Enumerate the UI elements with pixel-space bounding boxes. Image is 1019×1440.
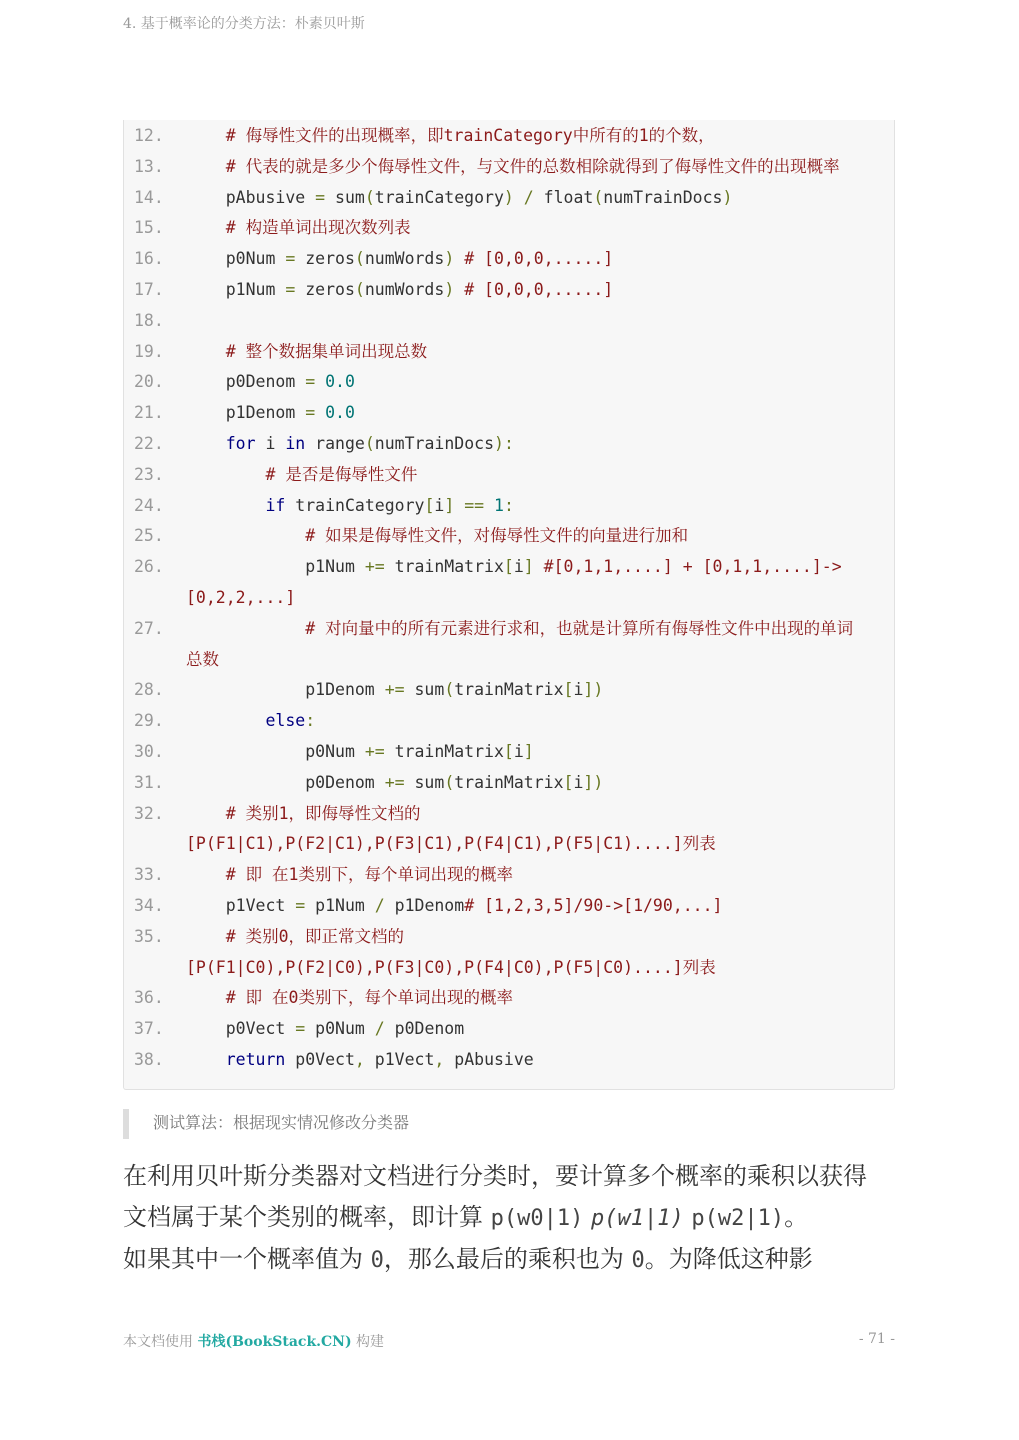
line-number: 37. [134, 1019, 164, 1039]
code-text: # 即 在0类别下，每个单词出现的概率 [186, 988, 513, 1008]
blockquote: 测试算法：根据现实情况修改分类器 [123, 1109, 895, 1139]
code-text: # 类别1，即侮辱性文档的 [186, 803, 421, 823]
bookstack-link[interactable]: 书栈(BookStack.CN) [197, 1334, 352, 1350]
line-number: 19. [134, 341, 164, 361]
inline-code-italic: p(w1|1) [591, 1206, 684, 1231]
line-number: 14. [134, 187, 164, 207]
page-number: - 71 - [858, 1331, 895, 1347]
line-number: 30. [134, 742, 164, 761]
line-number: 15. [134, 218, 164, 238]
line-number: 20. [134, 372, 164, 392]
line-number: 13. [134, 156, 164, 176]
body-paragraph [123, 1156, 895, 1281]
line-number: 36. [134, 988, 164, 1008]
footer-suffix: 构建 [351, 1334, 385, 1350]
code-continuation: [0,2,2,...] [186, 588, 296, 607]
code-text: p1Denom += sum(trainMatrix[i]) [186, 680, 604, 700]
line-number: 22. [134, 434, 164, 453]
code-text: # 侮辱性文件的出现概率，即trainCategory中所有的1的个数， [186, 126, 715, 145]
code-text: else: [265, 711, 316, 731]
line-number: 27. [134, 618, 164, 638]
line-number: 18. [134, 310, 164, 330]
code-text: # 如果是侮辱性文件，对侮辱性文件的向量进行加和 [186, 526, 689, 546]
code-continuation: [P(F1|C1),P(F2|C1),P(F3|C1),P(F4|C1),P(F5|C1)....]列表 [186, 834, 716, 854]
code-continuation: [P(F1|C0),P(F2|C0),P(F3|C0),P(F4|C0),P(F5|C0)....]列表 [186, 957, 716, 977]
code-text: p1Num = zeros(numWords) # [0,0,0,.....] [186, 280, 614, 299]
code-text: p0Denom = 0.0 [186, 372, 355, 392]
code-text: # 整个数据集单词出现总数 [186, 341, 428, 361]
inline-code: 0 [631, 1248, 645, 1273]
line-number: 17. [134, 280, 164, 299]
code-text: # 是否是侮辱性文件 [186, 464, 418, 484]
line-number: 23. [134, 464, 164, 484]
line-number: 21. [134, 403, 164, 423]
code-text: # 构造单词出现次数列表 [186, 218, 411, 238]
code-text: p1Denom = 0.0 [186, 403, 355, 423]
code-text: # 代表的就是多少个侮辱性文件，与文件的总数相除就得到了侮辱性文件的出现概率 [186, 156, 840, 176]
line-number: 29. [134, 711, 164, 731]
code-text: # 即 在1类别下，每个单词出现的概率 [186, 865, 513, 885]
footer-credit [123, 1331, 384, 1351]
line-number: 16. [134, 249, 164, 269]
code-text: p0Denom += sum(trainMatrix[i]) [186, 772, 604, 792]
paragraph-text: 。为降低这种影 [644, 1245, 813, 1273]
code-text: if trainCategory[i] == 1: [265, 495, 514, 515]
line-number: 24. [134, 495, 164, 515]
footer-prefix: 本文档使用 [123, 1334, 198, 1350]
code-text: p0Vect = p0Num / p0Denom [186, 1019, 465, 1039]
line-number: 26. [134, 557, 164, 577]
inline-code: p(w2|1) [691, 1206, 785, 1231]
line-number: 33. [134, 865, 164, 885]
code-text: p1Num += trainMatrix[i] #[0,1,1,....] + [0,1,1,....]-> [186, 557, 842, 577]
code-text: p1Vect = p1Num / p1Denom# [1,2,3,5]/90->[1/90,...] [186, 896, 723, 915]
paragraph-text: 文档属于某个类别的概率，即计算 [123, 1203, 491, 1231]
paragraph-text: ，那么最后的乘积也为 [383, 1245, 632, 1273]
line-number: 31. [134, 772, 164, 792]
code-text: p0Num += trainMatrix[i] [186, 742, 534, 761]
line-number: 28. [134, 680, 164, 700]
line-number: 35. [134, 926, 164, 946]
code-text: # 对向量中的所有元素进行求和，也就是计算所有侮辱性文件中出现的单词 [186, 618, 854, 638]
line-number: 32. [134, 803, 164, 823]
paragraph-line-1: 在利用贝叶斯分类器对文档进行分类时，要计算多个概率的乘积以获得 [123, 1162, 867, 1190]
inline-code: 0 [370, 1248, 384, 1273]
line-number: 34. [134, 896, 164, 915]
inline-code: p(w0|1) [490, 1206, 584, 1231]
paragraph-text: 如果其中一个概率值为 [123, 1245, 371, 1273]
code-text: return p0Vect, p1Vect, pAbusive [225, 1050, 534, 1069]
code-text: for i in range(numTrainDocs): [225, 434, 514, 453]
code-text: pAbusive = sum(trainCategory) / float(numTrainDocs) [186, 187, 733, 207]
line-number: 12. [134, 126, 164, 145]
paragraph-text: 。 [784, 1203, 809, 1231]
code-continuation: 总数 [186, 649, 219, 669]
code-text: # 类别0，即正常文档的 [186, 926, 405, 946]
line-number: 38. [134, 1050, 164, 1069]
line-number: 25. [134, 526, 164, 546]
running-header: 4. 基于概率论的分类方法：朴素贝叶斯 [123, 16, 365, 32]
code-text: p0Num = zeros(numWords) # [0,0,0,.....] [186, 249, 614, 269]
code-block [123, 120, 895, 1090]
